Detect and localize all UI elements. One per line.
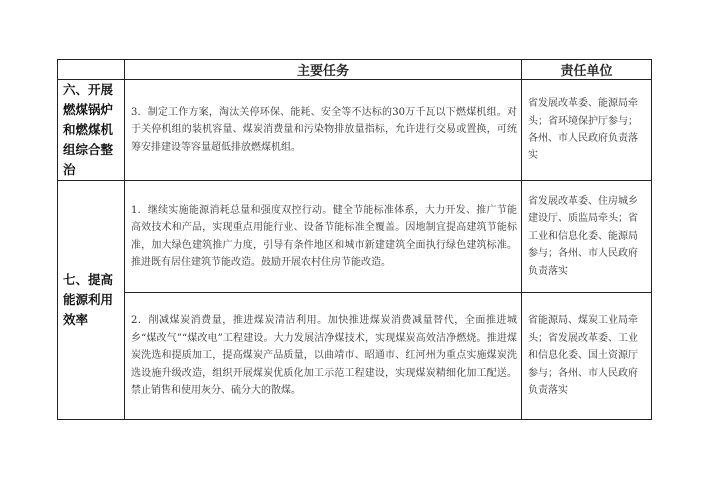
task-cell: 3．制定工作方案，淘汰关停环保、能耗、安全等不达标的30万千瓦以下燃煤机组。对于关停机组的装机容量、煤炭消费量和污染物排放量指标，允许进行交易或置换，可统筹安排建设等容量超低排放燃煤机组。 [125, 80, 522, 181]
task-cell: 1．继续实施能源消耗总量和强度双控行动。健全节能标准体系，大力开发、推广节能高效技术和产品，实现重点用能行业、设备节能标准全覆盖。因地制宜提高建筑节能标准，加大绿色建筑推广力度，引导有条件地区和城市新建建筑全面执行绿色建筑标准。推进既有居住建筑节能改造。鼓励开展农村住房节能改造。 [125, 181, 522, 293]
task-cell: 2．削减煤炭消费量，推进煤炭清洁利用。加快推进煤炭消费减量替代，全面推进城乡“煤改气”“煤改电”工程建设。大力发展洁净煤技术，实现煤炭高效洁净燃烧。推进煤炭洗选和提质加工，提高煤炭产品质量，以曲靖市、昭通市、红河州为重点实施煤炭洗选设施升级改造，组织开展煤炭优质化加工示范工程建设，实现煤炭精细化加工配送。禁止销售和使用灰分、硫分大的散煤。 [125, 293, 522, 420]
table-row [58, 181, 652, 293]
task-table [57, 59, 652, 420]
header-task: 主要任务 [125, 60, 522, 80]
responsible-cell: 省能源局、煤炭工业局牵头；省发展改革委、工业和信息化委、国土资源厅参与；各州、市人民政府负责落实 [522, 293, 652, 420]
responsible-cell: 省发展改革委、住房城乡建设厅、质监局牵头；省工业和信息化委、能源局参与；各州、市人民政府负责落实 [522, 181, 652, 293]
table-row [58, 293, 652, 420]
header-responsible: 责任单位 [522, 60, 652, 80]
category-cell: 七、提高能源利用效率 [58, 181, 125, 420]
header-category [58, 60, 125, 80]
responsible-cell: 省发展改革委、能源局牵头；省环境保护厅参与；各州、市人民政府负责落实 [522, 80, 652, 181]
header-row [58, 60, 652, 80]
table-row [58, 80, 652, 181]
category-cell: 六、开展燃煤锅炉和燃煤机组综合整治 [58, 80, 125, 181]
